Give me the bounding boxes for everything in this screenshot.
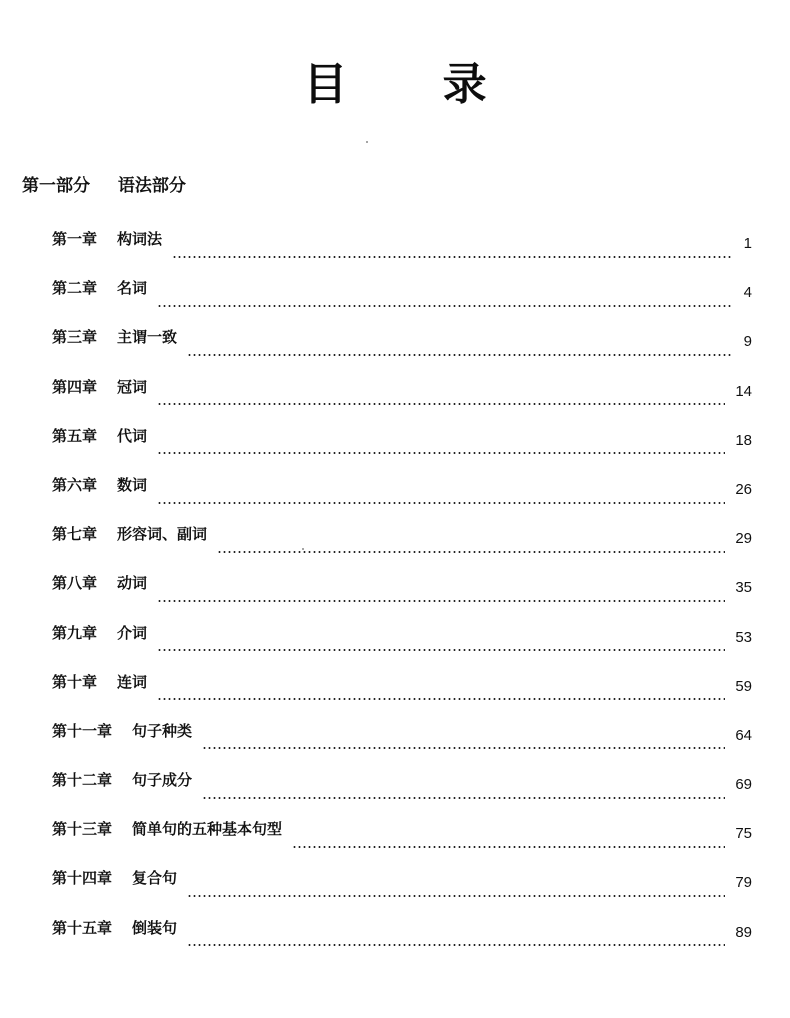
page-number: 53 xyxy=(735,628,752,646)
page-number: 26 xyxy=(735,480,752,498)
part-name: 语法部分 xyxy=(117,176,186,196)
chapter-title: 冠词 xyxy=(117,377,148,396)
toc-entry xyxy=(52,271,752,320)
chapter-title: 简单句的五种基本句型 xyxy=(132,820,283,839)
page-number: 9 xyxy=(743,333,752,351)
dot-leader xyxy=(157,305,732,307)
toc-entry xyxy=(52,911,752,960)
dot-leader xyxy=(292,846,725,848)
chapter-title: 主谓一致 xyxy=(117,328,178,347)
chapter-number: 第一章 xyxy=(52,230,98,248)
toc-entry xyxy=(52,517,752,566)
chapter-number: 第十五章 xyxy=(52,918,113,937)
toc-entry xyxy=(52,468,752,517)
page-number: 4 xyxy=(743,284,752,302)
dot-leader xyxy=(187,895,725,897)
toc-entry xyxy=(52,320,752,369)
toc-entry xyxy=(52,861,752,910)
page-number: 64 xyxy=(735,726,752,744)
dot-leader xyxy=(187,944,725,946)
chapter-number: 第十一章 xyxy=(52,721,113,740)
chapter-title: 名词 xyxy=(117,279,148,298)
dot-leader xyxy=(202,747,725,749)
chapter-title: 连词 xyxy=(117,672,148,691)
toc-entry xyxy=(52,616,752,665)
scan-speck xyxy=(366,141,368,143)
dot-leader xyxy=(157,452,725,454)
toc-entry xyxy=(52,714,752,763)
toc-entry xyxy=(52,566,752,615)
dot-leader xyxy=(157,600,725,602)
chapter-number: 第三章 xyxy=(52,328,98,347)
dot-leader xyxy=(187,354,732,356)
toc-entry xyxy=(52,370,752,419)
toc-entry xyxy=(52,763,752,812)
chapter-number: 第八章 xyxy=(52,574,98,593)
page-number: 89 xyxy=(735,923,752,941)
chapter-number: 第十三章 xyxy=(52,820,113,839)
page-number: 79 xyxy=(735,874,752,892)
chapter-number: 第六章 xyxy=(52,475,98,494)
chapter-title: 动词 xyxy=(117,574,148,593)
chapter-title: 复合句 xyxy=(132,869,178,888)
dot-leader xyxy=(217,551,725,553)
page-number: 18 xyxy=(735,431,752,449)
chapter-number: 第七章 xyxy=(52,525,98,544)
chapter-number: 第四章 xyxy=(52,377,98,396)
chapter-number: 第二章 xyxy=(52,279,98,298)
chapter-title: 代词 xyxy=(117,426,148,445)
dot-leader xyxy=(172,256,732,258)
chapter-title: 倒装句 xyxy=(132,918,178,937)
page-number: 14 xyxy=(735,382,752,400)
toc-entry xyxy=(52,665,752,714)
chapter-title: 句子种类 xyxy=(132,721,193,740)
chapter-number: 第九章 xyxy=(52,623,98,642)
page-number: 1 xyxy=(743,235,752,252)
chapter-title: 形容词、副词 xyxy=(117,525,208,544)
page-title: 目 录 xyxy=(303,59,527,111)
chapter-number: 第十章 xyxy=(52,672,98,691)
toc-entry xyxy=(52,419,752,468)
part-number: 第一部分 xyxy=(22,176,90,196)
dot-leader xyxy=(157,649,725,651)
table-of-contents xyxy=(52,222,752,960)
chapter-title: 数词 xyxy=(117,475,148,494)
chapter-number: 第五章 xyxy=(52,426,98,445)
page-number: 69 xyxy=(735,776,752,794)
dot-leader xyxy=(157,403,725,405)
dot-leader xyxy=(157,698,725,700)
page-number: 29 xyxy=(735,530,752,548)
chapter-title: 构词法 xyxy=(117,230,163,248)
dot-leader xyxy=(157,502,725,504)
part-heading xyxy=(22,174,186,198)
page-number: 75 xyxy=(735,825,752,843)
chapter-title: 介词 xyxy=(117,623,148,642)
chapter-title: 句子成分 xyxy=(132,771,193,790)
page-number: 35 xyxy=(735,579,752,597)
dot-leader xyxy=(202,797,725,799)
page-number: 59 xyxy=(735,677,752,695)
toc-entry xyxy=(52,812,752,861)
scan-speck xyxy=(302,548,304,550)
chapter-number: 第十四章 xyxy=(52,869,113,888)
toc-entry xyxy=(52,222,752,271)
chapter-number: 第十二章 xyxy=(52,771,113,790)
